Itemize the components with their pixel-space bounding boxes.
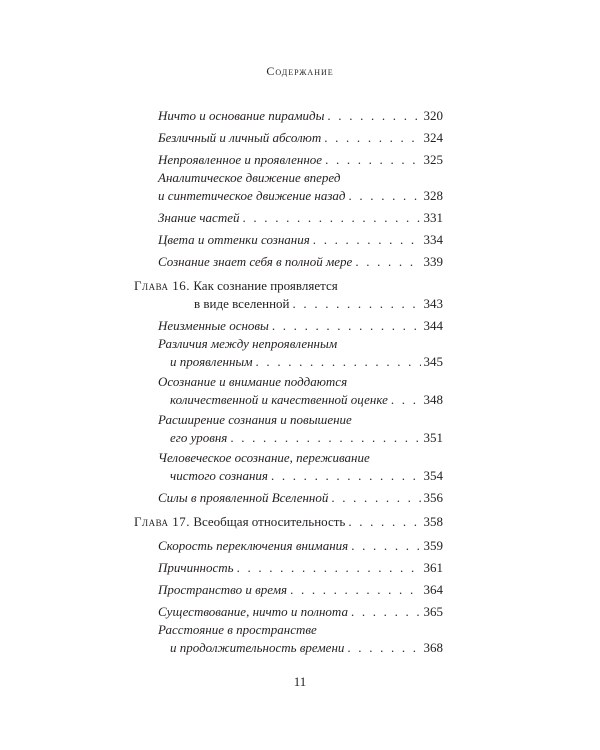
- toc-entry-title: Знание частей: [158, 210, 240, 225]
- toc-entry-title-line1[interactable]: Человеческое осознание, переживание: [158, 450, 370, 465]
- leader-dots: [237, 560, 421, 576]
- leader-dots: [293, 296, 421, 312]
- toc-entry-title: Непроявленное и проявленное: [158, 152, 323, 167]
- toc-page-number: 365: [423, 604, 443, 619]
- leader-dots: [347, 640, 420, 656]
- toc-entry-title-line1[interactable]: Расстояние в пространстве: [158, 622, 317, 637]
- leader-dots: [290, 582, 420, 598]
- toc-entry-title: Причинность: [158, 560, 234, 575]
- leader-dots: [331, 490, 420, 506]
- toc-page-number: 359: [423, 538, 443, 553]
- toc-entry[interactable]: [158, 188, 443, 204]
- toc-page-number: 361: [423, 560, 443, 575]
- toc-page-number: 356: [423, 490, 443, 505]
- toc-page-number: 358: [423, 514, 443, 529]
- toc-entry-title: Сознание знает себя в полной мере: [158, 254, 353, 269]
- toc-entry-title: Неизменные основы: [158, 318, 269, 333]
- toc-entry[interactable]: [158, 582, 443, 598]
- chapter-number: Глава 16.: [134, 278, 191, 293]
- folio-page-number: 11: [293, 674, 307, 689]
- toc-entry-title-line1[interactable]: Аналитическое движение вперед: [158, 170, 341, 185]
- toc-page-number: 343: [423, 296, 443, 311]
- toc-entry[interactable]: [170, 354, 443, 370]
- toc-entry-title: Пространство и время: [158, 582, 288, 597]
- toc-page-number: 368: [423, 640, 443, 655]
- toc-page-number: 328: [423, 188, 443, 203]
- toc-entry[interactable]: [158, 232, 443, 248]
- toc-page-number: 345: [423, 354, 443, 369]
- toc-page-number: 364: [423, 582, 443, 597]
- toc-page-number: 334: [423, 232, 443, 247]
- toc-entry[interactable]: [170, 640, 443, 656]
- leader-dots: [324, 130, 420, 146]
- toc-entry[interactable]: [158, 108, 443, 124]
- toc-entry-title: Существование, ничто и полнота: [158, 604, 348, 619]
- toc-entry[interactable]: [170, 430, 443, 446]
- leader-dots: [325, 152, 420, 168]
- chapter-title-line2: в виде вселенной: [194, 296, 290, 311]
- toc-entry[interactable]: [158, 560, 443, 576]
- toc-entry-title: Скорость переключения внимания: [158, 538, 349, 553]
- toc-entry-title-line2: его уровня: [170, 430, 228, 445]
- toc-entry[interactable]: [170, 392, 443, 408]
- toc-page-number: 331: [423, 210, 443, 225]
- leader-dots: [313, 232, 421, 248]
- chapter-number: Глава 17.: [134, 514, 191, 529]
- toc-entry-title: Цвета и оттенки сознания: [158, 232, 310, 247]
- leader-dots: [348, 514, 420, 530]
- leader-dots: [256, 354, 421, 370]
- leader-dots: [351, 604, 421, 620]
- toc-entry[interactable]: [158, 254, 443, 270]
- toc-entry[interactable]: [158, 152, 443, 168]
- toc-entry[interactable]: [170, 468, 443, 484]
- toc-page-number: 354: [423, 468, 443, 483]
- toc-entry[interactable]: [194, 296, 443, 312]
- toc-page-number: 348: [423, 392, 443, 407]
- toc-entry-title-line2: чистого сознания: [170, 468, 268, 483]
- leader-dots: [355, 254, 420, 270]
- toc-entry[interactable]: [158, 318, 443, 334]
- toc-page-number: 339: [423, 254, 443, 269]
- toc-entry-title-line2: и продолжительность времени: [170, 640, 345, 655]
- toc-entry[interactable]: [158, 604, 443, 620]
- toc-entry[interactable]: [158, 490, 443, 506]
- running-header: Содержание: [266, 64, 334, 78]
- leader-dots: [272, 318, 421, 334]
- toc-entry-title-line1[interactable]: Осознание и внимание поддаются: [158, 374, 348, 389]
- toc-page-number: 351: [423, 430, 443, 445]
- toc-entry-title-line1[interactable]: Расширение сознания и повышение: [158, 412, 352, 427]
- toc-entry-title-line2: количественной и качественной оценке: [170, 392, 388, 407]
- chapter-title: Всеобщая относительность: [193, 514, 346, 529]
- toc-entry[interactable]: [158, 130, 443, 146]
- chapter-heading[interactable]: [134, 278, 338, 294]
- chapter-label: [134, 514, 345, 530]
- leader-dots: [391, 392, 421, 408]
- leader-dots: [351, 538, 420, 554]
- leader-dots: [327, 108, 420, 124]
- chapter-heading[interactable]: [134, 514, 443, 530]
- leader-dots: [271, 468, 421, 484]
- toc-entry-title: Ничто и основание пирамиды: [158, 108, 325, 123]
- toc-page-number: 325: [423, 152, 443, 167]
- toc-entry-title: Силы в проявленной Вселенной: [158, 490, 329, 505]
- toc-entry-title-line1[interactable]: Различия между непроявленным: [158, 336, 338, 351]
- chapter-title-line1: Как сознание проявляется: [193, 278, 338, 293]
- toc-page-number: 320: [423, 108, 443, 123]
- toc-page-number: 344: [423, 318, 443, 333]
- toc-page-number: 324: [423, 130, 443, 145]
- toc-entry-title-line2: и проявленным: [170, 354, 253, 369]
- toc-entry[interactable]: [158, 538, 443, 554]
- toc-entry-title: Безличный и личный абсолют: [158, 130, 322, 145]
- toc-entry[interactable]: [158, 210, 443, 226]
- leader-dots: [230, 430, 420, 446]
- leader-dots: [243, 210, 421, 226]
- toc-entry-title-line2: и синтетическое движение назад: [158, 188, 346, 203]
- leader-dots: [349, 188, 421, 204]
